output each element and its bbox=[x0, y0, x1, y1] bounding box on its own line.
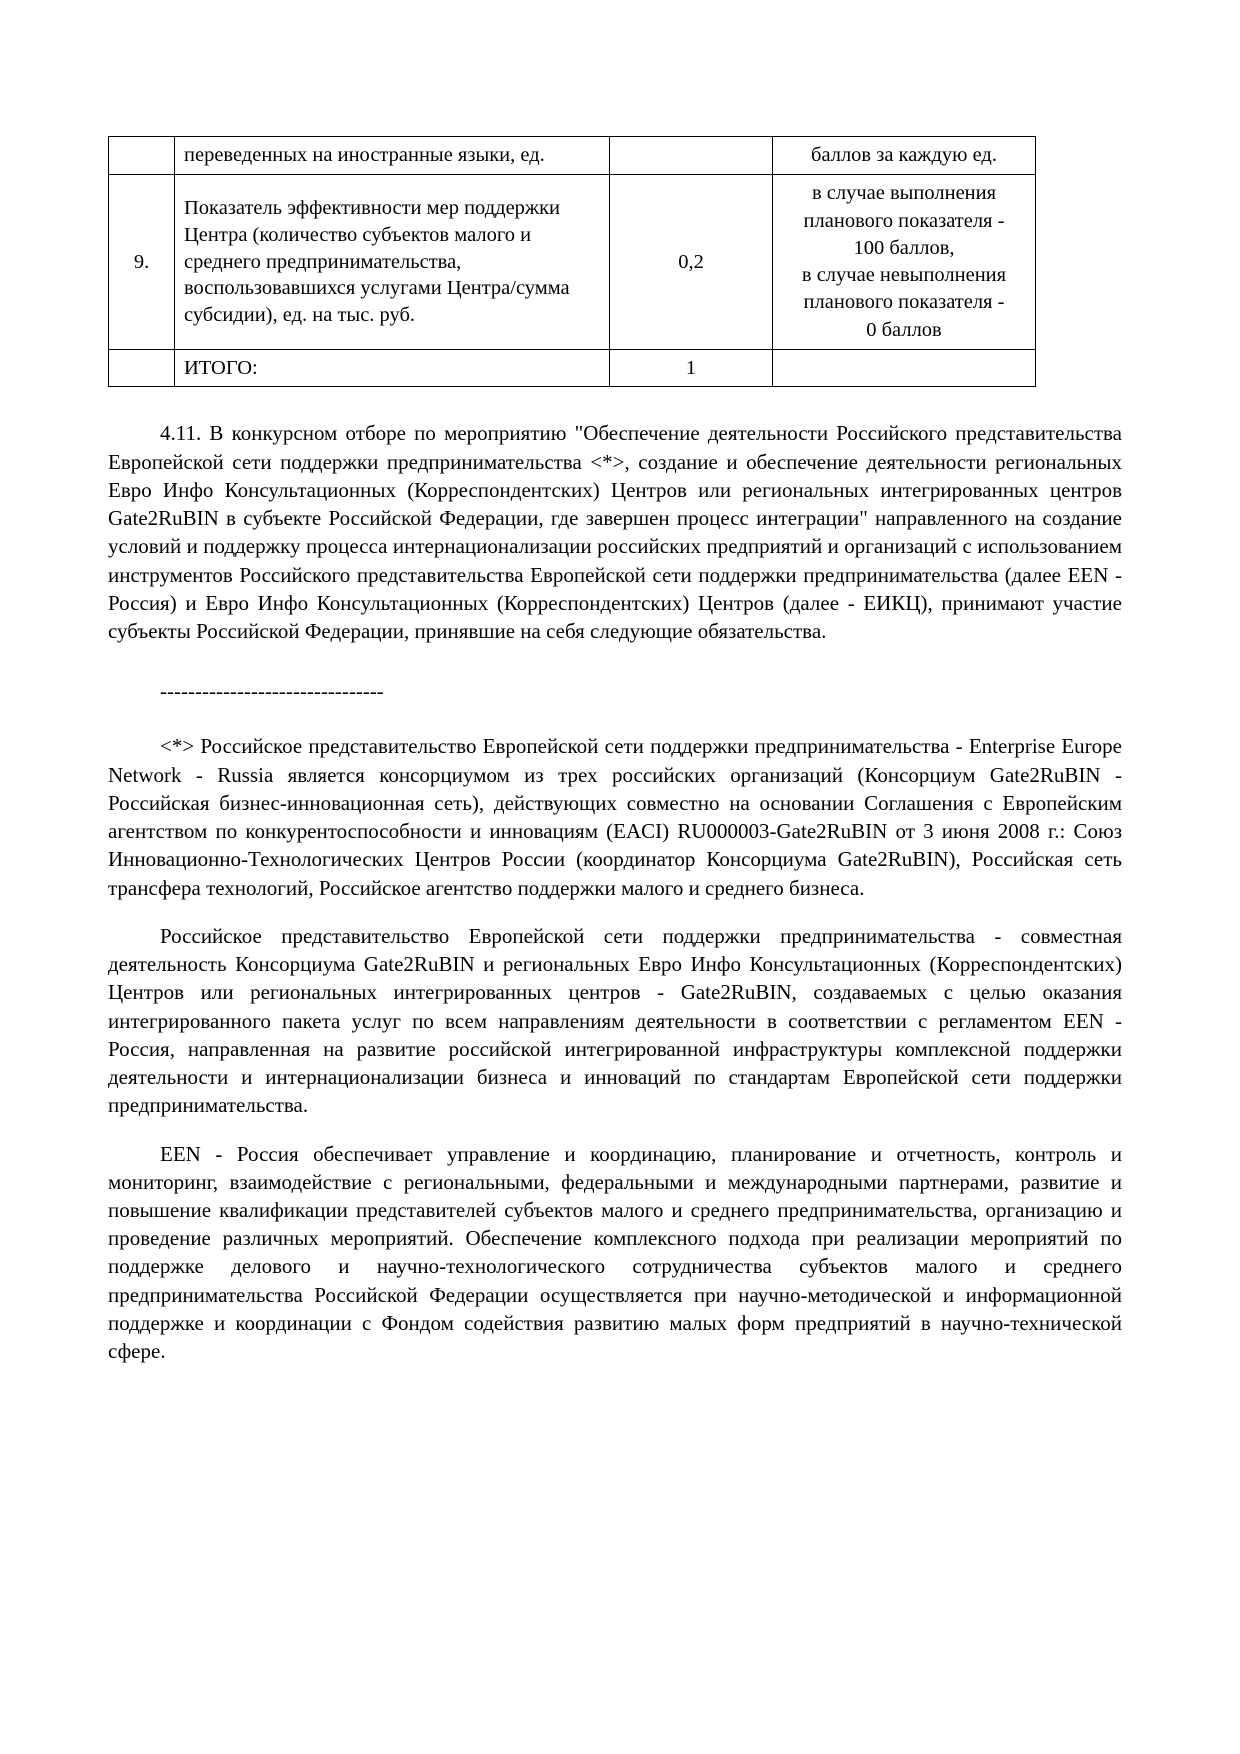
score-line: планового показателя - bbox=[803, 291, 1005, 314]
criterion-name-cell: Показатель эффективности мер поддержки Центра (количество субъектов малого и среднего предпринимательства, воспользовавшихся услугами Центра/сумма субсидии), ед. на тыс. руб. bbox=[175, 175, 610, 350]
score-line: баллов за каждую ед. bbox=[811, 144, 997, 166]
table-row-total bbox=[109, 349, 1036, 387]
paragraph-een-russia: EEN - Россия обеспечивает управление и координацию, планирование и отчетность, контроль и мониторинг, взаимодействие с региональными, федеральными и международными партнерами, развитие и повышение квалификации представителей субъектов малого и среднего предпринимательства, организацию и проведение различных мероприятий. Обеспечение комплексного подхода при реализации мероприятий по поддержке делового и научно-технологического сотрудничества субъектов малого и среднего предпринимательства Российской Федерации осуществляется при научно-методической и информационной поддержке и координации с Фондом содействия развитию малых форм предприятий в научно-технической сфере. bbox=[108, 1141, 1122, 1364]
spacer bbox=[108, 645, 1122, 679]
total-weight-cell: 1 bbox=[610, 349, 773, 387]
score-line: планового показателя - bbox=[803, 209, 1005, 232]
spacer bbox=[108, 387, 1122, 419]
paragraph-representation: Российское представительство Европейской сети поддержки предпринимательства - совместная деятельность Консорциума Gate2RuBIN и региональных Евро Инфо Консультационных (Корреспондентских) Центров или региональных интегрированных центров - Gate2RuBIN, создаваемых с целью оказания интегрированного пакета услуг по всем направлениям деятельности в соответствии с регламентом EEN - Россия, направленная на развитие российской интегрированной инфраструктуры комплексной поддержки деятельности и интернационализации бизнеса и инноваций по стандартам Европейской сети поддержки предпринимательства. bbox=[108, 923, 1122, 1118]
spacer bbox=[108, 902, 1122, 922]
criteria-score-table bbox=[108, 136, 1036, 387]
criterion-score-cell bbox=[773, 175, 1036, 350]
criterion-weight-cell: 0,2 bbox=[610, 175, 773, 350]
spacer bbox=[108, 704, 1122, 732]
score-line: 100 баллов, bbox=[853, 236, 955, 259]
row-number-cell bbox=[109, 137, 175, 175]
total-score-cell bbox=[773, 349, 1036, 387]
score-line: 0 баллов bbox=[866, 318, 942, 341]
score-line: в случае выполнения bbox=[811, 182, 997, 205]
score-line-list bbox=[782, 180, 1026, 344]
row-number-cell bbox=[109, 349, 175, 387]
criterion-name-cell: переведенных на иностранные языки, ед. bbox=[175, 137, 610, 175]
table-row bbox=[109, 137, 1036, 175]
score-line-list bbox=[782, 142, 1026, 169]
footnote-separator: -------------------------------- bbox=[160, 679, 384, 704]
row-number-cell: 9. bbox=[109, 175, 175, 350]
total-label-cell: ИТОГО: bbox=[175, 349, 610, 387]
criterion-score-cell bbox=[773, 137, 1036, 175]
criterion-weight-cell bbox=[610, 137, 773, 175]
footnote-paragraph: <*> Российское представительство Европейской сети поддержки предпринимательства - Enterprise Europe Network - Russia является консорциумом из трех российских организаций (Консорциум Gate2RuBIN - Российская бизнес-инновационная сеть), действующих совместно на основании Соглашения с Европейским агентством по конкурентоспособности и инновациям (EACI) RU000003-Gate2RuBIN от 3 июня 2008 г.: Союз Инновационно-Технологических Центров России (координатор Консорциума Gate2RuBIN), Российская сеть трансфера технологий, Российское агентство поддержки малого и среднего бизнеса. bbox=[108, 734, 1122, 900]
table-body bbox=[109, 137, 1036, 387]
spacer bbox=[108, 1120, 1122, 1140]
paragraph-4-11: 4.11. В конкурсном отборе по мероприятию "Обеспечение деятельности Российского представительства Европейской сети поддержки предпринимательства <*>, создание и обеспечение деятельности региональных Евро Инфо Консультационных (Корреспондентских) Центров или региональных интегрированных центров Gate2RuBIN в субъекте Российской Федерации, где завершен процесс интеграции" направленного на создание условий и поддержку процесса интернационализации российских предприятий и организаций с использованием инструментов Российского представительства Европейской сети поддержки предпринимательства (далее EEN - Россия) и Евро Инфо Консультационных (Корреспондентских) Центров (далее - ЕИКЦ), принимают участие субъекты Российской Федерации, принявшие на себя следующие обязательства. bbox=[108, 421, 1122, 644]
table-row bbox=[109, 175, 1036, 350]
score-line: в случае невыполнения bbox=[801, 264, 1007, 286]
